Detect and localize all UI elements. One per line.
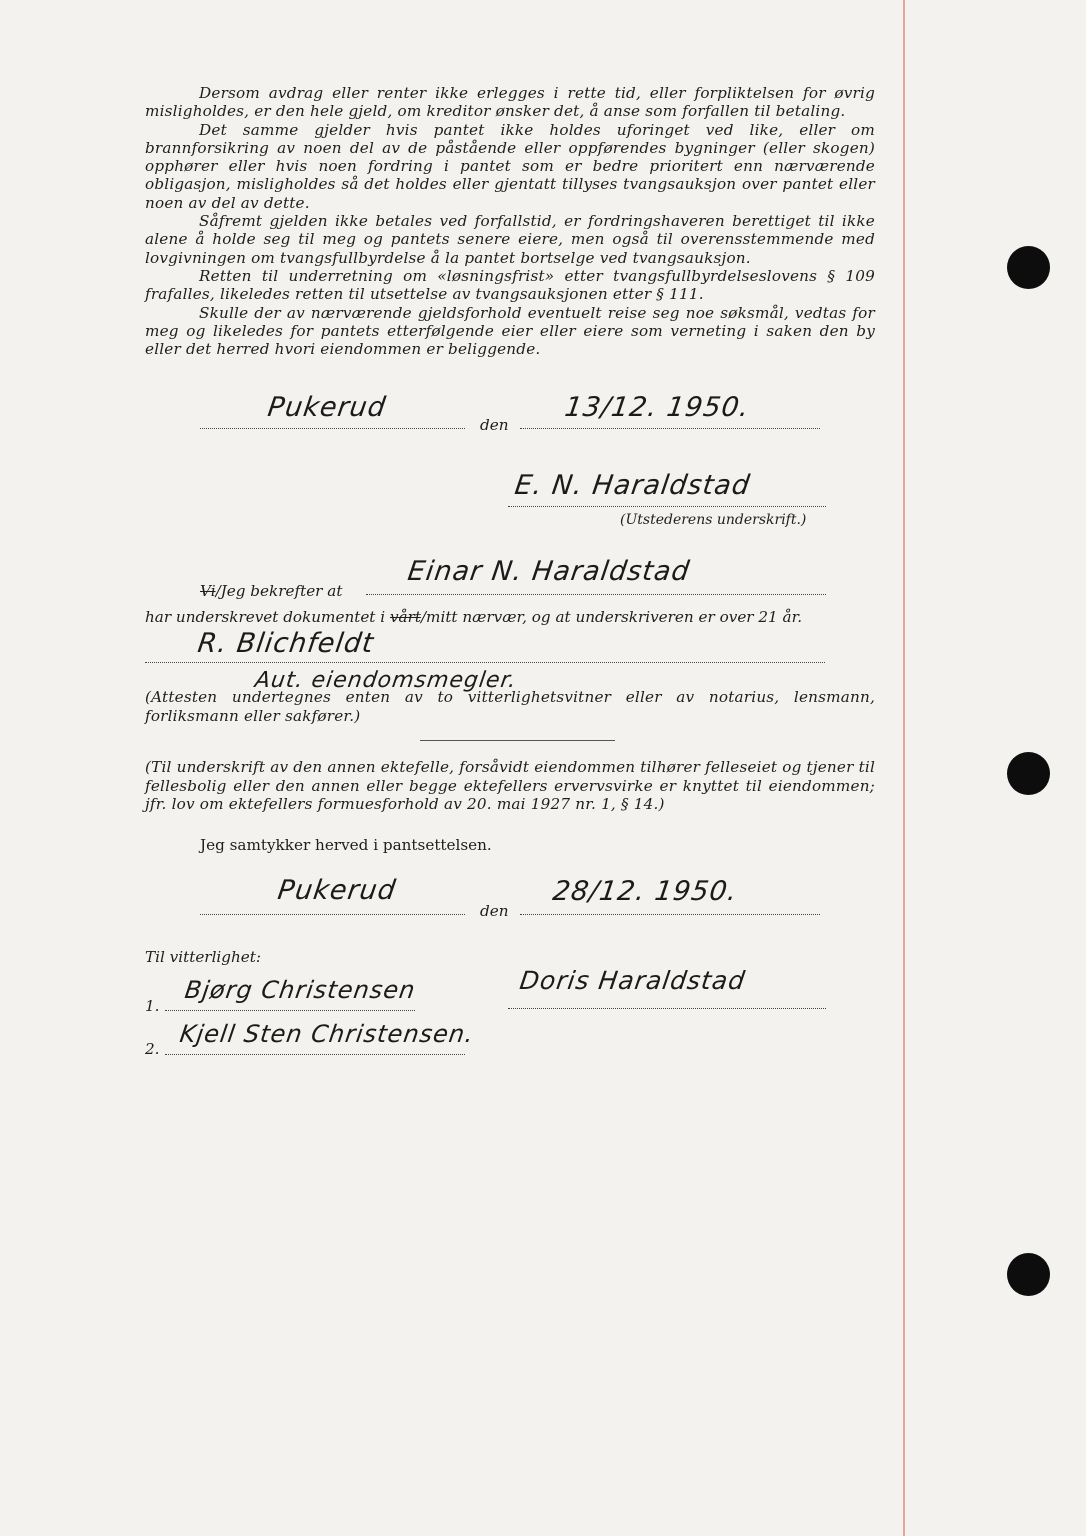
consent-text: Jeg samtykker herved i pantsettelsen. (200, 836, 492, 854)
terms-paragraph: Det samme gjelder hvis pantet ikke holdes uforinget ved like, eller om brannforsikring av noen del av de påstående eller oppførendes bygninger (eller skogen) opphører eller hvis noen fordring i pantet som er bedre prioritert enn nærværende obligasjon, misligholdes så det holdes eller gjentatt tillyses tvangsauksjon over pantet eller noen av del av dette. (145, 120, 875, 212)
signing2-date: 28/12. 1950. (550, 876, 740, 907)
witness-number: 1. (145, 997, 160, 1015)
attest-line2-prefix: har underskrevet dokumentet i (145, 608, 386, 626)
signer-name: Einar N. Haraldstad (405, 556, 692, 587)
terms-section (145, 84, 875, 358)
den-label: den (480, 416, 509, 434)
binder-hole (1007, 752, 1050, 795)
dotted-line (165, 1054, 465, 1055)
dotted-line (520, 914, 820, 915)
signing2-place: Pukerud (275, 875, 399, 906)
signing-date: 13/12. 1950. (562, 392, 752, 423)
witness-heading: Til vitterlighet: (145, 948, 261, 966)
issuer-signature: E. N. Haraldstad (512, 470, 753, 501)
witness-signature: R. Blichfeldt (195, 628, 376, 659)
dotted-line (366, 594, 826, 595)
struck-word: vårt (389, 608, 421, 626)
dotted-line (508, 506, 826, 507)
terms-paragraph: Retten til underretning om «løsningsfrist» etter tvangsfullbyrdelseslovens § 109 frafalles, likeledes retten til utsettelse av tvangsauksjonen etter § 111. (145, 266, 875, 304)
attest-line1 (200, 582, 342, 600)
dotted-line (520, 428, 820, 429)
witness-title: Aut. eiendomsmegler. (253, 668, 519, 693)
witness-1-name: Bjørg Christensen (183, 976, 418, 1004)
signing-place: Pukerud (265, 392, 389, 423)
dotted-line (145, 662, 825, 663)
struck-prefix: Vi (200, 582, 216, 600)
spouse-signature: Doris Haraldstad (517, 966, 748, 995)
spouse-note: (Til underskrift av den annen ektefelle, forsåvidt eiendommen tilhører felleseiet og tjener til fellesbolig eller den annen eller begge ektefellers ervervsvirke er knyttet til eiendommen; jfr. lov om ektefellers formuesforhold av 20. mai 1927 nr. 1, § 14.) (145, 758, 876, 813)
binder-hole (1007, 1253, 1050, 1296)
dotted-line (200, 914, 465, 915)
dotted-line (508, 1008, 826, 1009)
witness-number: 2. (145, 1040, 160, 1058)
terms-paragraph: Dersom avdrag eller renter ikke erlegges i rette tid, eller forpliktelsen for øvrig misligholdes, er den hele gjeld, om kreditor ønsker det, å anse som forfallen til betaling. (145, 84, 875, 121)
binder-hole (1007, 246, 1050, 289)
terms-paragraph: Såfremt gjelden ikke betales ved forfallstid, er fordringshaveren berettiget til ikke alene å holde seg til meg og pantets senere eiere, men også til overensstemmende med lovgivningen om tvangsfullbyrdelse å la pantet bortselge ved tvangsauksjon. (145, 212, 875, 267)
margin-line (903, 0, 905, 1536)
attest-line2-suffix: /mitt nærvær, og at underskriveren er over 21 år. (420, 608, 803, 626)
terms-paragraph: Skulle der av nærværende gjeldsforhold eventuelt reise seg noe søksmål, vedtas for meg og likeledes for pantets etterfølgende eier eller eiere som verneting i saken den by eller det herred hvori eiendommen er beliggende. (145, 303, 875, 359)
attest-line2 (145, 608, 802, 626)
dotted-line (200, 428, 465, 429)
den-label-2: den (480, 902, 509, 920)
witness-2-name: Kjell Sten Christensen. (178, 1020, 476, 1048)
attest-label: /Jeg bekrefter at (215, 582, 343, 600)
separator-rule (420, 740, 615, 741)
issuer-caption: (Utstederens underskrift.) (620, 512, 807, 528)
attest-note: (Attesten undertegnes enten av to vitterlighetsvitner eller av notarius, lensmann, forliksmann eller sakfører.) (145, 688, 875, 725)
dotted-line (165, 1010, 415, 1011)
